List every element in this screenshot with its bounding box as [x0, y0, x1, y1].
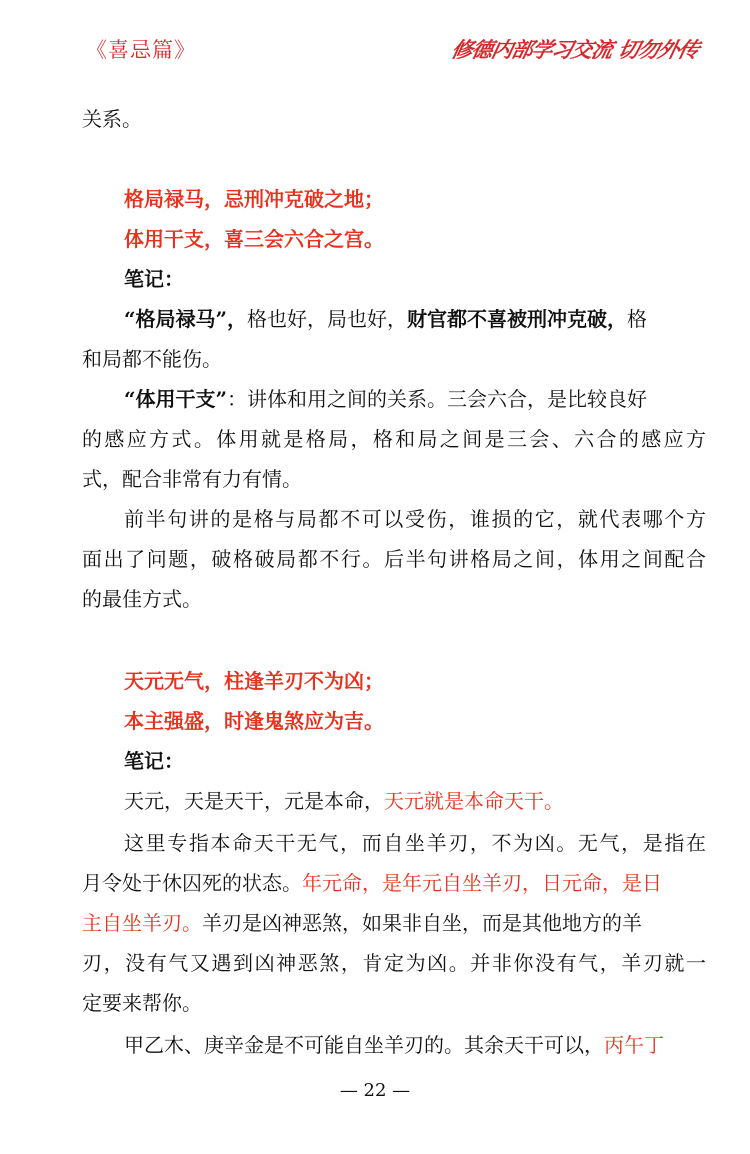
text-emphasis: 财官都不喜被刑冲克破，	[407, 307, 628, 331]
paragraph-line: 刃，没有气又遇到凶神恶煞，肯定为凶。并非你没有气，羊刃就一	[82, 951, 706, 975]
verse-line: 本主强盛，时逢鬼煞应为吉。	[124, 709, 384, 733]
text-span: ：讲体和用之间的关系。三会六合，是比较良好	[227, 387, 648, 411]
text-red-highlight: 年元命，是年元自坐羊刃，日元命，是日	[302, 871, 662, 895]
paragraph-line	[124, 788, 706, 814]
paragraph-line: 的最佳方式。	[82, 587, 202, 611]
paragraph-line: 和局都不能伤。	[82, 347, 222, 371]
paragraph-line: 这里专指本命天干无气，而自坐羊刃，不为凶。无气，是指在	[124, 831, 706, 855]
text-span: 格	[627, 307, 648, 331]
text-span: 格也好，局也好，	[247, 307, 408, 331]
paragraph-line	[82, 910, 706, 936]
term-highlight: “格局禄马”，	[124, 307, 248, 331]
text-span: 天元，天是天干，元是本命，	[124, 789, 384, 813]
note-heading: 笔记：	[124, 267, 184, 291]
text-red-highlight: 天元就是本命天干。	[384, 789, 564, 813]
paragraph-line	[124, 306, 706, 332]
text-span: 羊刃是凶神恶煞，如果非自坐，而是其他地方的羊	[202, 911, 642, 935]
text-red-highlight: 主自坐羊刃。	[82, 911, 202, 935]
text-line: 关系。	[82, 107, 142, 131]
paragraph-line	[124, 386, 706, 412]
paragraph-line: 定要来帮你。	[82, 991, 202, 1015]
text-span: 甲乙木、庚辛金是不可能自坐羊刃的。其余天干可以，	[124, 1033, 604, 1057]
verse-line: 格局禄马，忌刑冲克破之地；	[124, 187, 384, 211]
verse-line: 体用干支，喜三会六合之宫。	[124, 227, 384, 251]
header-watermark-note: 修德内部学习交流 切勿外传	[449, 37, 701, 62]
paragraph-line	[82, 870, 706, 896]
page-number: — 22 —	[339, 1080, 411, 1101]
note-heading: 笔记：	[124, 749, 184, 773]
paragraph-line: 的感应方式。体用就是格局，格和局之间是三会、六合的感应方	[82, 427, 706, 451]
verse-line: 天元无气，柱逢羊刃不为凶；	[124, 669, 384, 693]
text-red-highlight: 丙午丁	[604, 1033, 664, 1057]
paragraph-line: 前半句讲的是格与局都不可以受伤，谁损的它，就代表哪个方	[124, 507, 706, 531]
term-highlight: “体用干支”	[124, 387, 228, 411]
paragraph-line: 式，配合非常有力有情。	[82, 467, 302, 491]
text-span: 月令处于休囚死的状态。	[82, 871, 302, 895]
header-book-title: 《喜忌篇》	[86, 38, 196, 62]
paragraph-line	[124, 1032, 706, 1058]
paragraph-line: 面出了问题，破格破局都不行。后半句讲格局之间，体用之间配合	[82, 547, 706, 571]
